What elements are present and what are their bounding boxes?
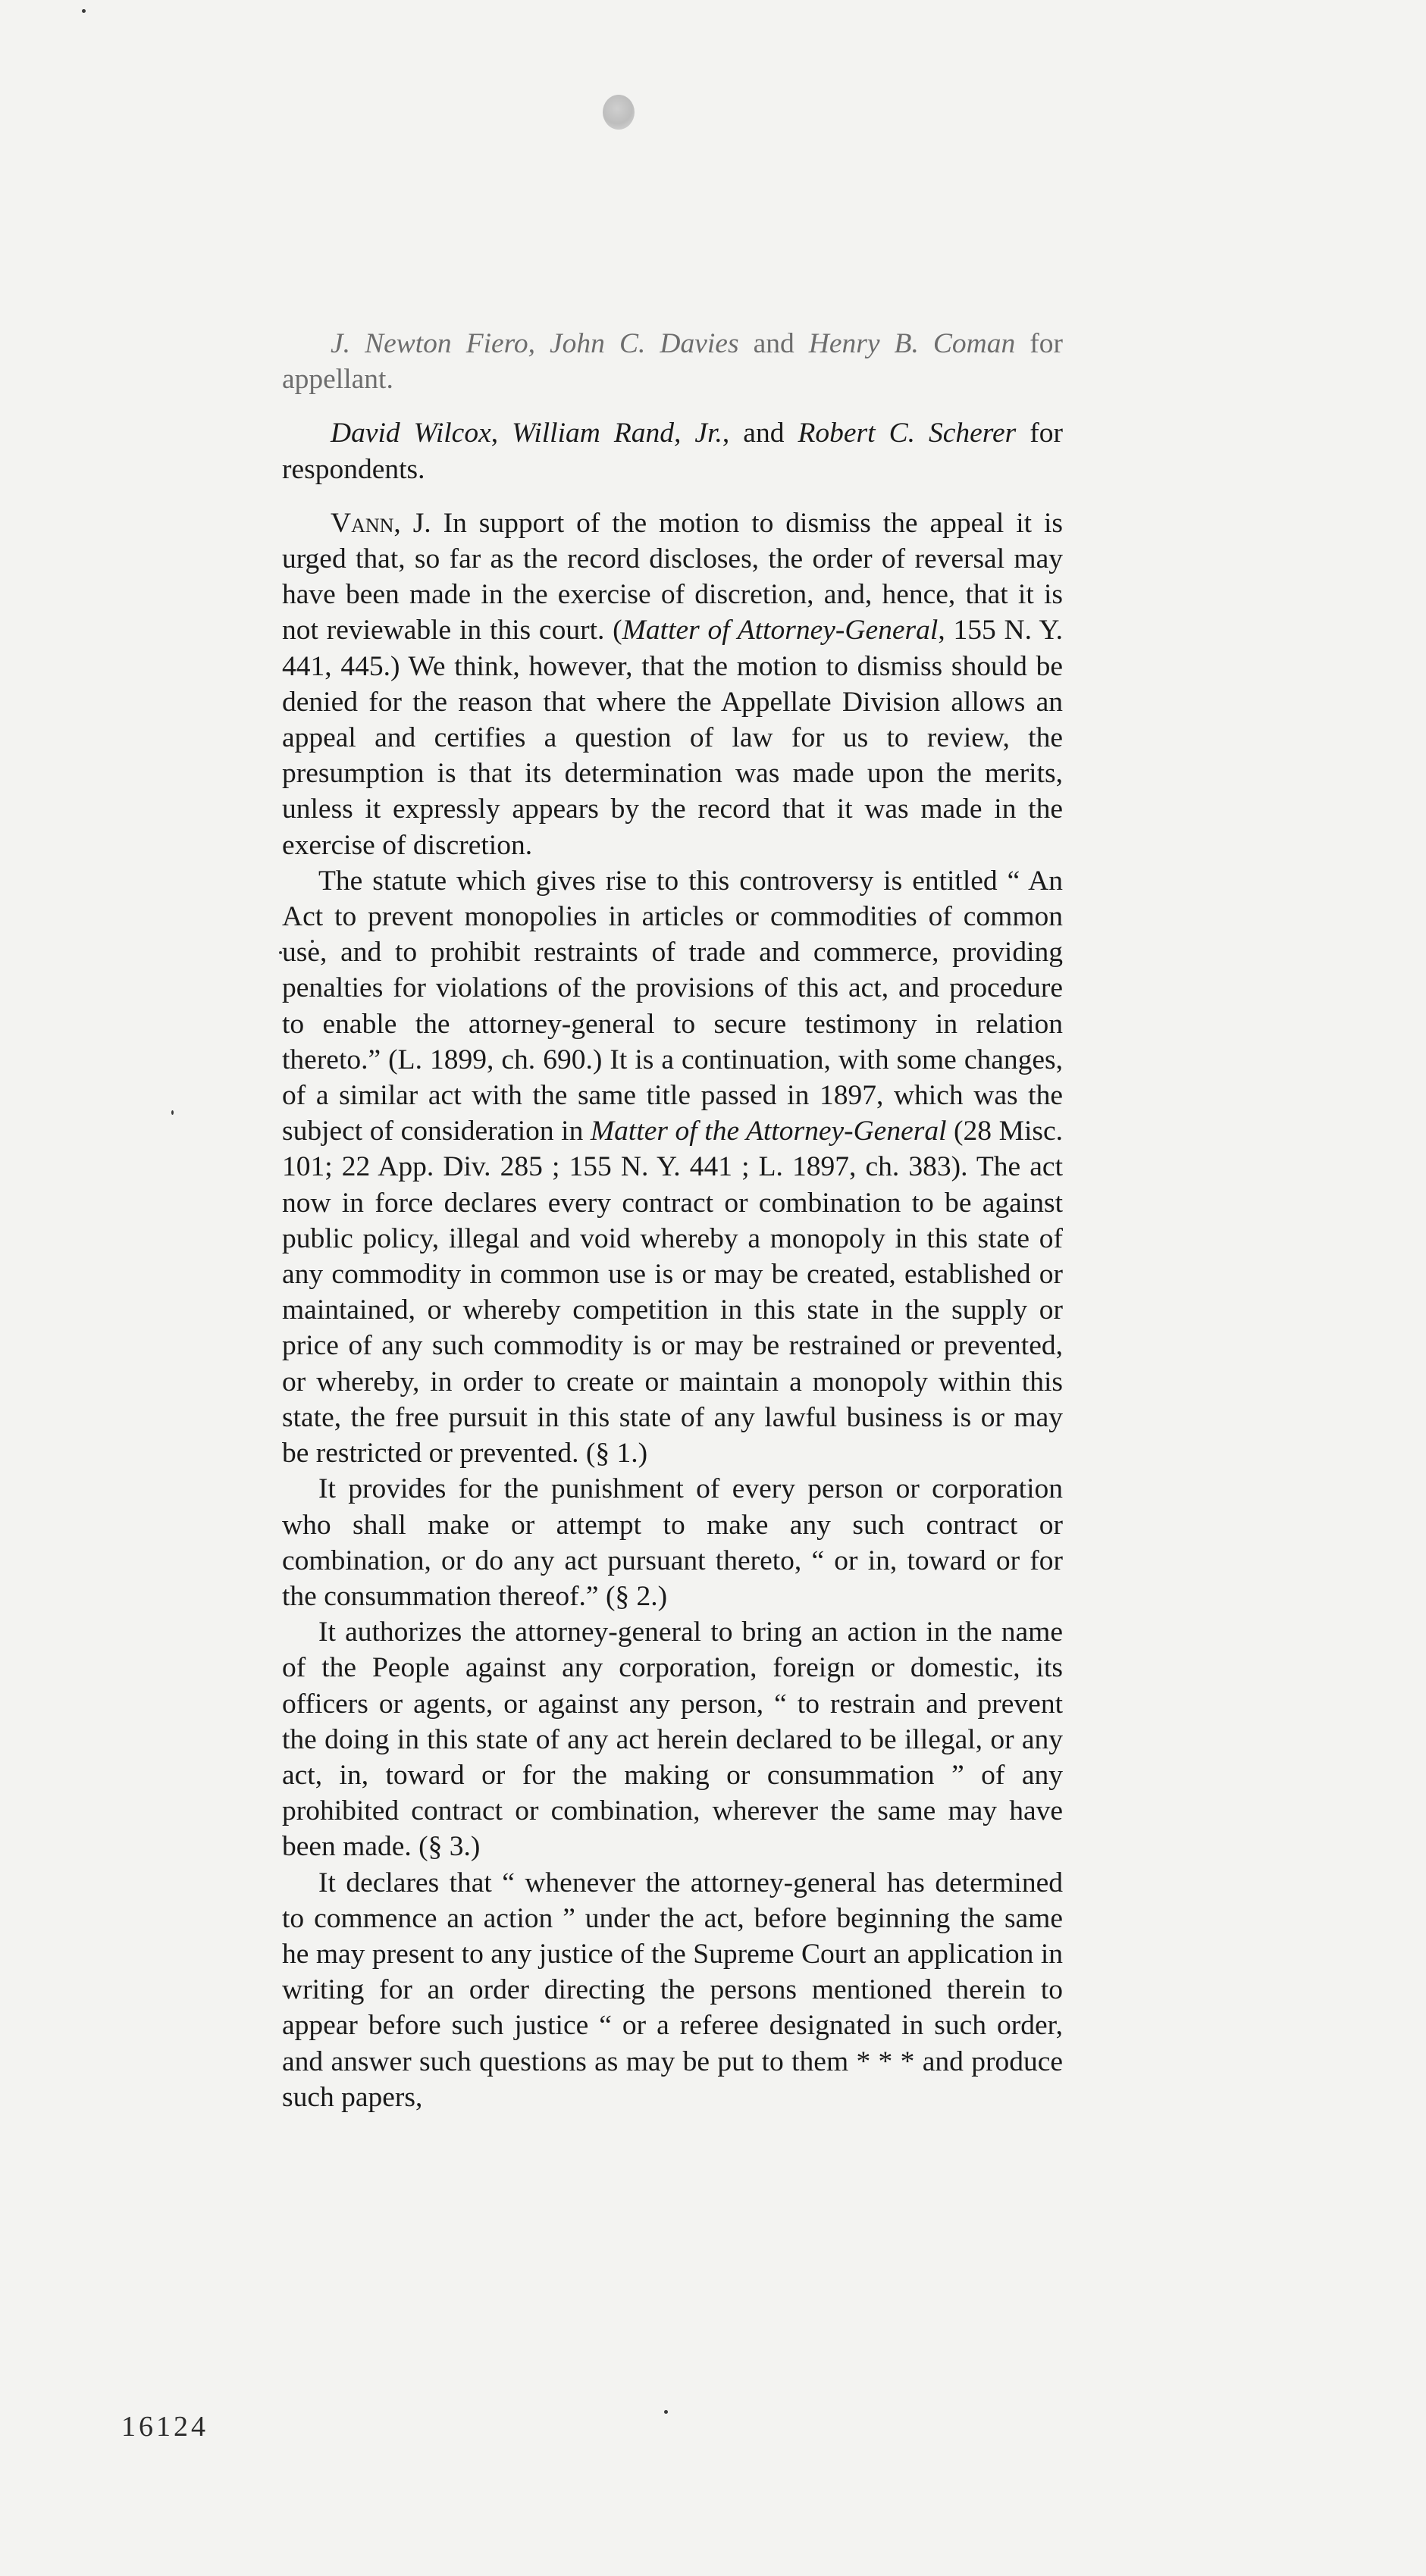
case-citation: Matter of Attorney-General <box>622 615 939 646</box>
page-number: 16124 <box>121 2411 208 2443</box>
counsel-respondents <box>282 415 1063 487</box>
appellant-counsel-names: J. Newton Fiero, John C. Davies <box>331 328 739 359</box>
paragraph-1-text-a: In support of the motion to dismiss the appeal it is urged that, so far as the record discloses, the order of reversal may have been made in the exercise of discretion, and, hence, that it is not reviewable in this court. ( <box>282 507 1063 646</box>
opinion-paragraph-5: It declares that “ whenever the attorney-general has determined to commence an action ” under the act, before beginning the same he may present to any justice of the Supreme Court an application in writing for an order directing the persons mentioned therein to appear before such justice “ or a referee designated in such order, and answer such questions as may be put to them * * * and produce such papers, <box>282 1867 1063 2113</box>
dust-speck <box>664 2410 668 2414</box>
respondent-counsel-1: David Wilcox <box>331 418 491 449</box>
dust-speck <box>171 1110 174 1115</box>
respondent-counsel-2: William Rand, Jr. <box>512 418 722 449</box>
opinion-text <box>282 326 1063 2115</box>
paragraph-1-text-b: , 155 N. Y. 441, 445.) We think, however, that the motion to dismiss should be denied for the reason that where the Appellate Division allows an appeal and certifies a question of law for us to review, the presumption is that its determination was made upon the merits, unless it expressly appears by the record that it was made in the exercise of discretion. <box>282 615 1064 861</box>
opinion-paragraph-2 <box>282 863 1063 1471</box>
opinion-paragraph-1 <box>282 505 1063 863</box>
paragraph-2-text-a: The statute which gives rise to this controversy is entitled “ An Act to prevent monopolies in articles or commodities of common use, and to prohibit restraints of trade and commerce, providing penalties for violations of the provisions of this act, and procedure to enable the attorney-general to secure testimony in relation thereto.” (L. 1899, ch. 690.) It is a continuation, with some changes, of a similar act with the same title passed in 1897, which was the subject of consideration in <box>282 865 1063 1147</box>
case-citation: Matter of the Attorney-General <box>590 1116 947 1147</box>
respondent-and: , and <box>722 418 798 449</box>
opinion-paragraph-4: It authorizes the attorney-general to bring an action in the name of the People against any corporation, foreign or domestic, its officers or agents, or against any person, “ to restrain and prevent the doing in this state of any act herein declared to be illegal, or any act, in, toward or for the making or consummation ” of any prohibited contract or combination, wherever the same may have been made. (§ 3.) <box>282 1617 1063 1863</box>
dust-speck <box>82 9 86 13</box>
appellant-counsel-last: Henry B. Coman <box>808 328 1016 359</box>
punch-hole-mark <box>603 95 635 130</box>
counsel-appellant <box>282 326 1063 397</box>
respondent-sep-1: , <box>490 418 512 449</box>
opinion-paragraph-3: It provides for the punishment of every person or corporation who shall make or attempt to make any such contract or combination, or do any act pursuant thereto, “ or in, toward or for the consummation thereof.” (§ 2.) <box>282 1473 1063 1612</box>
respondent-counsel-3: Robert C. Scherer <box>798 418 1017 449</box>
respondent-role: for respondents. <box>282 418 1063 485</box>
judge-name: Vann, J. <box>331 507 431 539</box>
appellant-and: and <box>738 328 809 359</box>
appellant-role: for appellant. <box>282 328 1063 396</box>
paragraph-2-text-b: (28 Misc. 101; 22 App. Div. 285 ; 155 N. Y. 441 ; L. 1897, ch. 383). The act now in force declares every contract or combination to be against public policy, illegal and void whereby a monopoly in this state of any commodity in common use is or may be created, established or maintained, or whereby competition in this state in the supply or price of any such commodity is or may be restrained or prevented, or whereby, in order to create or maintain a monopoly within this state, the free pursuit in this state of any lawful business is or may be restricted or prevented. (§ 1.) <box>282 1116 1063 1470</box>
